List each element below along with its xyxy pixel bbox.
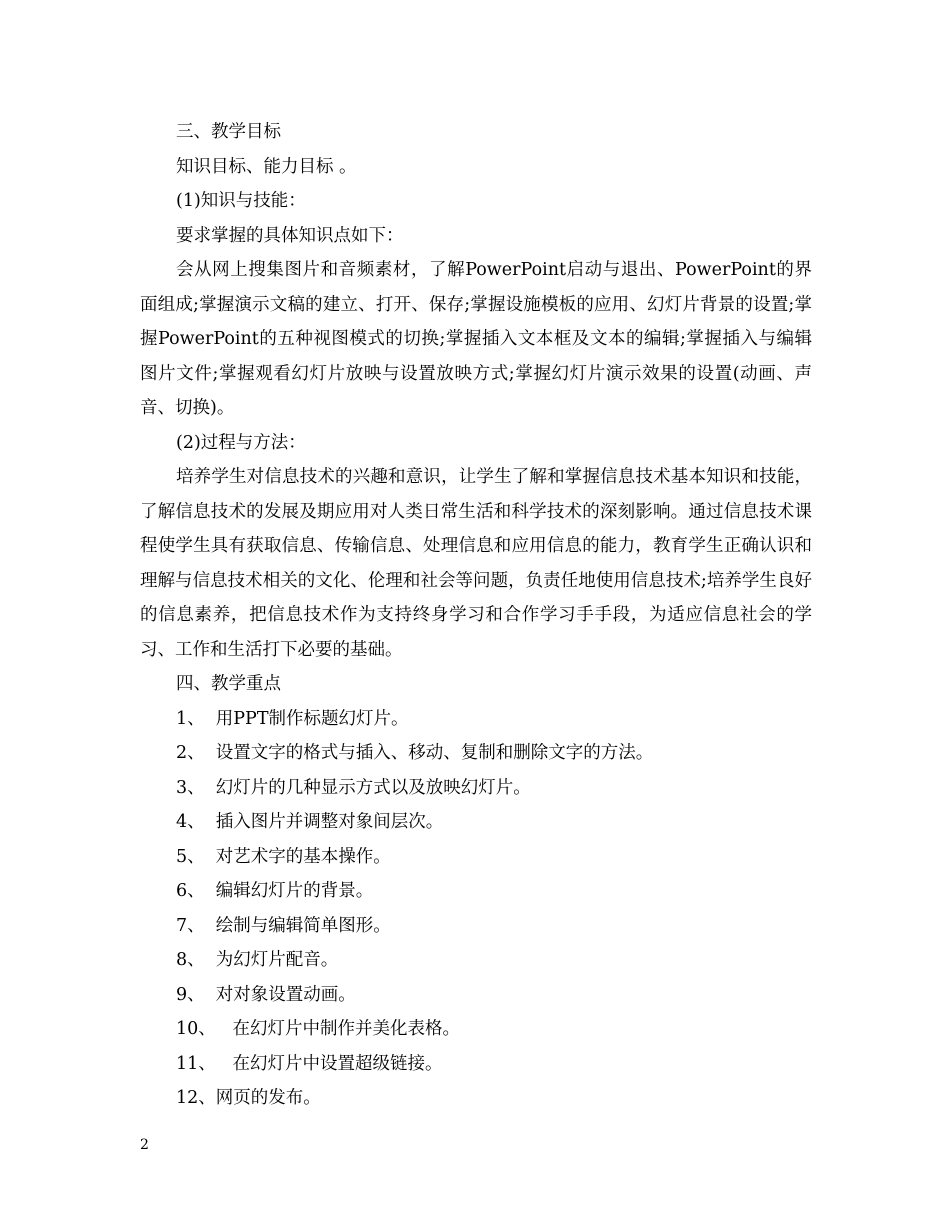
list-item-number: 8、 <box>176 950 205 970</box>
list-item <box>140 1081 812 1116</box>
list-item-text: 设置文字的格式与插入、移动、复制和删除文字的方法。 <box>215 743 654 763</box>
list-item-text: 在幻灯片中制作并美化表格。 <box>232 1019 460 1039</box>
list-item-text: 幻灯片的几种显示方式以及放映幻灯片。 <box>215 777 531 798</box>
list-item-text: 绘制与编辑简单图形。 <box>215 915 391 936</box>
list-item-text: 插入图片并调整对象间层次。 <box>215 812 444 832</box>
list-item-text: 在幻灯片中设置超级链接。 <box>232 1053 443 1074</box>
knowledge-paragraph: 会从网上搜集图片和音频素材，了解PowerPoint启动与退出、PowerPoint的界面组成;掌握演示文稿的建立、打开、保存;掌握设施模板的应用、幻灯片背景的设置;掌握PowerPoint的五种视图模式的切换;掌握插入文本框及文本的编辑;掌握插入与编辑图片文件;掌握观看幻灯片放映与设置放映方式;掌握幻灯片演示效果的设置(动画、声音、切换)。 <box>140 260 812 418</box>
list-item-number: 5、 <box>176 846 205 867</box>
process-paragraph: 培养学生对信息技术的兴趣和意识，让学生了解和掌握信息技术基本知识和技能，了解信息技术的发展及期应用对人类日常生活和科学技术的深刻影响。通过信息技术课程使学生具有获取信息、传输信息、处理信息和应用信息的能力，教育学生正确认识和理解与信息技术相关的文化、伦理和社会等问题，负责任地使用信息技术;培养学生良好的信息素养，把信息技术作为支持终身学习和合作学习手手段，为适应信息社会的学习、工作和生活打下必要的基础。 <box>140 467 812 660</box>
list-item-number: 9、 <box>176 984 205 1005</box>
list-item-text: 对对象设置动画。 <box>215 984 356 1005</box>
list-item-text: 用PPT制作标题幻灯片。 <box>215 708 409 729</box>
list-item-number: 3、 <box>176 777 205 798</box>
knowledge-lead: 要求掌握的具体知识点如下： <box>176 225 404 246</box>
section-heading-objectives: 三、教学目标 <box>176 122 281 142</box>
subheading-knowledge-skills: (1)知识与技能： <box>176 191 306 211</box>
list-item-number: 2、 <box>176 743 205 763</box>
list-item <box>140 771 812 806</box>
list-item-text: 对艺术字的基本操作。 <box>215 846 391 867</box>
list-item <box>140 736 812 771</box>
list-item <box>140 840 812 875</box>
list-item-text: 为幻灯片配音。 <box>215 950 339 970</box>
list-item <box>140 874 812 909</box>
list-item <box>140 1012 812 1047</box>
page-number: 2 <box>140 1137 149 1153</box>
list-item <box>140 909 812 944</box>
list-item-text: 网页的发布。 <box>215 1088 321 1108</box>
list-item <box>140 943 812 978</box>
list-item-number: 11、 <box>176 1053 216 1074</box>
page-content <box>140 115 812 1116</box>
list-item <box>140 978 812 1013</box>
list-item-number: 6、 <box>176 881 205 901</box>
objectives-intro: 知识目标、能力目标 。 <box>176 156 357 177</box>
list-item-text: 编辑幻灯片的背景。 <box>215 881 374 901</box>
list-item <box>140 805 812 840</box>
list-item-number: 4、 <box>176 812 205 832</box>
list-item-number: 1、 <box>176 708 205 729</box>
list-item-number: 12、 <box>176 1088 216 1108</box>
subheading-process-methods: (2)过程与方法： <box>176 432 306 453</box>
list-item-number: 7、 <box>176 915 205 936</box>
list-item <box>140 1047 812 1082</box>
list-item <box>140 702 812 737</box>
list-item-number: 10、 <box>176 1019 216 1039</box>
section-heading-key-points: 四、教学重点 <box>176 674 281 694</box>
